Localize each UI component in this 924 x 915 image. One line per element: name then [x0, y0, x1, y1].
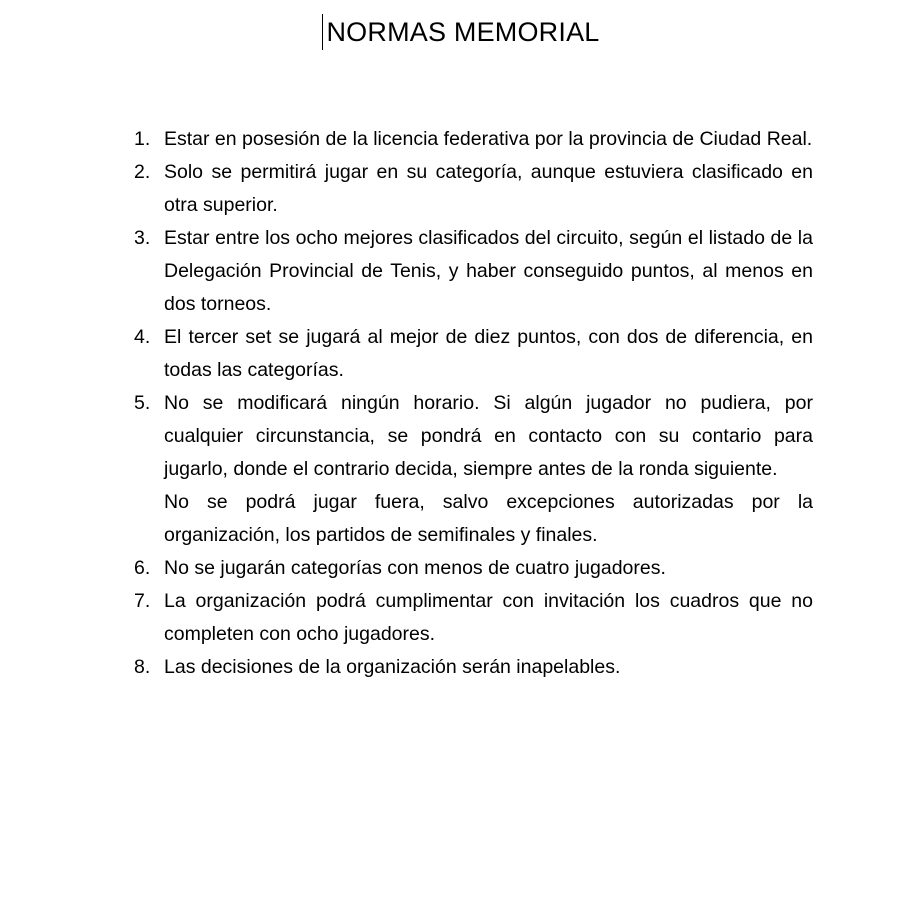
rule-text: Las decisiones de la organización serán inapelables. — [164, 656, 621, 678]
rule-number: 7. — [134, 590, 151, 612]
rule-number: 8. — [134, 656, 151, 678]
rule-number: 3. — [134, 227, 151, 249]
rule-text: Estar entre los ocho mejores clasificados del circuito, según el listado de la Delegación Provincial de Tenis, y haber conseguido puntos, al menos en dos torneos. — [164, 227, 813, 315]
rule-number: 2. — [134, 161, 151, 183]
title-container — [0, 14, 924, 50]
rule-text: Estar en posesión de la licencia federativa por la provincia de Ciudad Real. — [164, 128, 813, 150]
rule-item-1 — [134, 123, 813, 156]
rule-number: 6. — [134, 557, 151, 579]
rule-item-6 — [134, 552, 813, 585]
rule-item-8 — [134, 651, 813, 684]
rule-item-2 — [134, 156, 813, 222]
rule-number: 4. — [134, 326, 151, 348]
rules-list — [134, 123, 813, 684]
text-cursor — [322, 14, 323, 50]
rule-item-3 — [134, 222, 813, 321]
rule-text: No se jugarán categorías con menos de cuatro jugadores. — [164, 557, 666, 579]
rule-item-4 — [134, 321, 813, 387]
document-title: NORMAS MEMORIAL — [326, 17, 600, 47]
rule-text: No se modificará ningún horario. Si algún jugador no pudiera, por cualquier circunstancia, se pondrá en contacto con su contario para jugarlo, donde el contrario decida, siempre antes de la ronda siguiente. — [164, 392, 813, 480]
rule-extra-paragraph: No se podrá jugar fuera, salvo excepciones autorizadas por la organización, los partidos de semifinales y finales. — [164, 491, 813, 546]
rule-text: El tercer set se jugará al mejor de diez puntos, con dos de diferencia, en todas las categorías. — [164, 326, 813, 381]
rule-item-7 — [134, 585, 813, 651]
rule-number: 1. — [134, 128, 151, 150]
rule-number: 5. — [134, 392, 151, 414]
document-title-block[interactable] — [324, 14, 599, 50]
rule-text: La organización podrá cumplimentar con invitación los cuadros que no completen con ocho jugadores. — [164, 590, 813, 645]
rule-text: Solo se permitirá jugar en su categoría, aunque estuviera clasificado en otra superior. — [164, 161, 813, 216]
rule-item-5 — [134, 387, 813, 552]
